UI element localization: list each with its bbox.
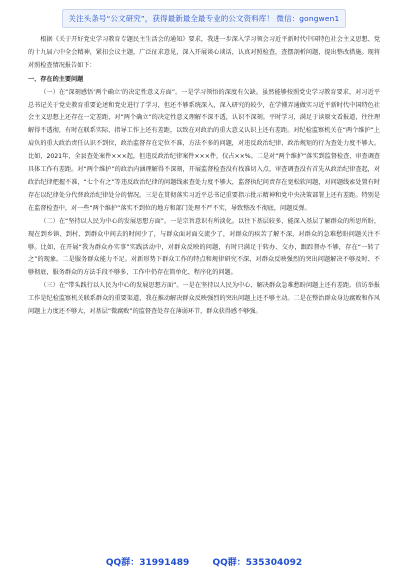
header-banner: [0, 6, 408, 28]
body-paragraph-2: （二）在“坚持以人民为中心的发展思想方面”。一是宗旨意识有所淡化。以往下基层较多，能深入基层了解群众的所思所盼，现在到乡镇、到村、到群众中间去的时间少了，与群众面对面交流少了，对群众的疾苦了解不深，对群众的急难愁盼问题关注不够。比如，在开展“我为群众办实事”实践活动中，对群众反映的问题，有时只满足于转办、交办，跟踪督办不够，存在“一转了之”的现象。二是服务群众能力不足。对新形势下群众工作的特点和规律研究不深，对群众反映强烈的突出问题解决不够及时、不够彻底，服务群众的方法手段不够多，工作中仍存在简单化、程序化的问题。: [28, 217, 380, 277]
body-paragraph-1: （一）在“深刻感悟‘两个确立’的决定性意义方面”。一是学习领悟的深度有欠缺。虽然能够按照党史学习教育要求，对习近平总书记关于党史教育重要论述和党史进行了学习，但还不够系统深入，深入研究的较少，在学懂弄通做实习近平新时代中国特色社会主义思想上还存在一定差距，对“两个确立”的决定性意义理解不深不透，认识不深刻。平时学习，满足于读原文看报道，往往理解得不透彻，有时在联系实际、指导工作上还有差距，以致在对政治的重大意义认识上还有差距。对纪检监察机关在“两个维护”上肩负的重大政治责任认识不到位，政治监督存在定位不准，方法不多的问题，对违反政治纪律、政治规矩的行为查处力度不够大。比如，2021年，全县查处案件×××起，但违反政治纪律案件×××件，仅占××%。二是对“两个维护”落实到监督检查，审查调查具体工作有差距。对“两个维护”的政治内涵理解得不深刻，开展监督检查没有找准切入点，审查调查没有首先从政治纪律查起，对政治纪律把握不准，“七个有之”等违反政治纪律的问题线索查处力度不够大，监督执纪问责存在宽松软问题，对问题线索处置有时存在以纪律处分代替政治纪律处分的情况。三是在贯彻落实习近平总书记重要指示批示精神和党中央决策部署上还有差距。特别是在监督检查中，对一些“两个维护”落实不到位的地方和部门处理不严不实，导致整改不彻底，问题反弹。: [28, 88, 380, 212]
section-heading: 一、存在的主要问题: [28, 75, 84, 83]
footer-contacts: [0, 555, 408, 568]
footer-qq1: QQ群：31991489: [105, 558, 190, 568]
document-body: [28, 34, 380, 534]
intro-paragraph: 根据《关于开好党史学习教育专题民主生活会的通知》要求，我进一步深入学习领会习近平新时代中国特色社会主义思想、党的十九届六中全会精神，紧扣会议主题，广泛征求意见，深入开展谈心谈话，认真对照检查，查摆剖析问题，提出整改措施。现将对照检查情况报告如下：: [28, 36, 380, 69]
banner-text: 关注头条号“公文研究”，获得最新最全最专业的公文资料库！ 微信：gongwen1: [62, 9, 347, 28]
body-paragraph-3: （三）在“带头践行以人民为中心的发展思想方面”。一是在坚持以人民为中心、解决群众急难愁盼问题上还有差距。信访举报工作是纪检监察机关联系群众的重要渠道，我在推动解决群众反映强烈的突出问题上还不够主动。二是在整治群众身边腐败和作风问题上力度还不够大，对基层“微腐败”的监督查处存在薄弱环节，群众获得感不够强。: [28, 282, 380, 316]
footer-qq2: QQ群：535304092: [212, 558, 303, 568]
